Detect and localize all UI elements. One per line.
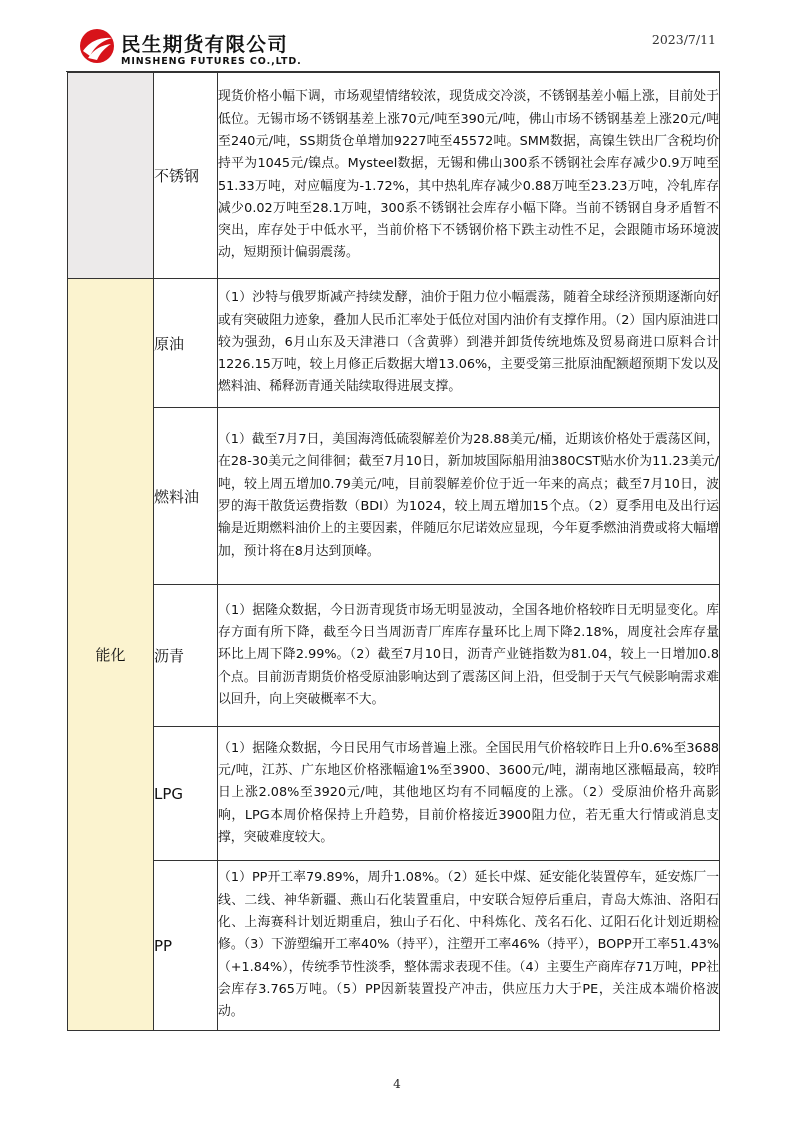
table-row-pp [68,861,720,1031]
commodity-analysis: （1）PP开工率79.89%，周升1.08%。（2）延长中煤、延安能化装置停车，延安炼厂一线、二线、神华新疆、燕山石化装置重启，中安联合短停后重启，青岛大炼油、洛阳石化、上海赛科计划近期重启，独山子石化、中科炼化、茂名石化、辽阳石化计划近期检修。（3）下游塑编开工率40%（持平），注塑开工率46%（持平），BOPP开工率51.43%（+1.84%），传统季节性淡季，整体需求表现不佳。（4）主要生产商库存71万吨，PP社会库存3.765万吨。（5）PP因新装置投产冲击，供应压力大于PE，关注成本端价格波动。 [218,861,720,1031]
commodity-analysis: （1）沙特与俄罗斯减产持续发酵，油价于阻力位小幅震荡，随着全球经济预期逐渐向好或有突破阻力迹象，叠加人民币汇率处于低位对国内油价有支撑作用。（2）国内原油进口较为强劲，6月山东及天津港口（含黄骅）到港并卸货传统地炼及贸易商进口原料合计1226.15万吨，较上月修正后数据大增13.06%，主要受第三批原油配额超预期下发以及燃料油、稀释沥青通关陆续取得进展支撑。 [218,279,720,408]
page-number: 4 [393,1077,401,1091]
commodity-name: LPG [154,727,218,861]
table-row-asphalt [68,585,720,727]
company-name-cn: 民生期货有限公司 [121,33,289,56]
company-name-en: MINSHENG FUTURES CO.,LTD. [121,56,302,67]
table-row-stainless [68,73,720,279]
commodity-name: PP [154,861,218,1031]
minsheng-logo-icon [78,27,116,65]
report-date: 2023/7/11 [651,32,716,47]
commodity-analysis: （1）据隆众数据，今日民用气市场普遍上涨。全国民用气价格较昨日上升0.6%至3688元/吨，江苏、广东地区价格涨幅逾1%至3900、3600元/吨，湖南地区涨幅最高，较昨日上涨2.08%至3920元/吨，其他地区均有不同幅度的上涨。（2）受原油价格升高影响，LPG本周价格保持上升趋势，目前价格接近3900阻力位，若无重大行情或消息支撑，突破难度较大。 [218,727,720,861]
commodity-name: 不锈钢 [154,73,218,279]
commodity-analysis: （1）据隆众数据，今日沥青现货市场无明显波动，全国各地价格较昨日无明显变化。库存方面有所下降，截至今日当周沥青厂库库存量环比上周下降2.18%，周度社会库存量环比上周下降2.99%。（2）截至7月10日，沥青产业链指数为81.04，较上一日增加0.8个点。目前沥青期货价格受原油影响达到了震荡区间上沿，但受制于天气气候影响需求难以回升，向上突破概率不大。 [218,585,720,727]
commodity-name: 沥青 [154,585,218,727]
category-cell: 能化 [68,279,154,1031]
page-header [0,0,794,72]
commodity-name: 原油 [154,279,218,408]
commodity-table [67,72,720,1031]
commodity-name: 燃料油 [154,408,218,585]
table-row-fuel-oil [68,408,720,585]
commodity-analysis: 现货价格小幅下调，市场观望情绪较浓，现货成交冷淡，不锈钢基差小幅上涨，目前处于低位。无锡市场不锈钢基差上涨70元/吨至390元/吨，佛山市场不锈钢基差上涨20元/吨至240元/吨，SS期货仓单增加9227吨至45572吨。SMM数据，高镍生铁出厂含税均价持平为1045元/镍点。Mysteel数据，无锡和佛山300系不锈钢社会库存减少0.9万吨至51.33万吨，对应幅度为-1.72%，其中热轧库存减少0.88万吨至23.23万吨，冷轧库存减少0.02万吨至28.1万吨，300系不锈钢社会库存小幅下降。当前不锈钢自身矛盾暂不突出，库存处于中低水平，当前价格下不锈钢价格下跌主动性不足，会跟随市场环境波动，短期预计偏弱震荡。 [218,73,720,279]
commodity-analysis: （1）截至7月7日，美国海湾低硫裂解差价为28.88美元/桶，近期该价格处于震荡区间，在28-30美元之间徘徊；截至7月10日，新加坡国际船用油380CST贴水价为11.23美元/吨，较上周五增加0.79美元/吨，目前裂解差价位于近一年来的高点；截至7月10日，波罗的海干散货运费指数（BDI）为1024，较上周五增加15个点。（2）夏季用电及出行运输是近期燃料油价上的主要因素，伴随厄尔尼诺效应显现，今年夏季燃油消费或将大幅增加，预计将在8月达到顶峰。 [218,408,720,585]
table-row-lpg [68,727,720,861]
table-row-crude [68,279,720,408]
category-cell-empty [68,73,154,279]
